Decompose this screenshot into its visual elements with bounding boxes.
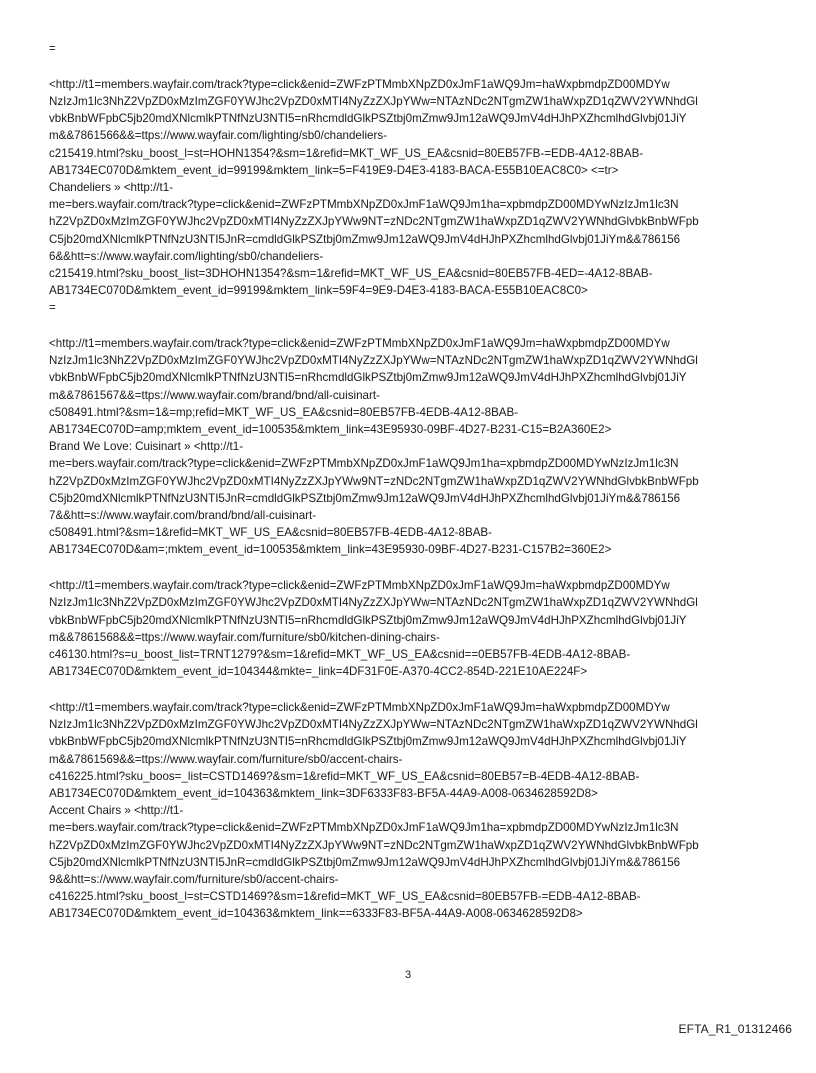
text-line: <http://t1=members.wayfair.com/track?type=click&enid=ZWFzPTMmbXNpZD0xJmF1aWQ9Jm=haWxpbmdpZD00MDYw [49,77,670,91]
text-line: vbkBnbWFpbC5jb20mdXNlcmlkPTNfNzU3NTI5=nRhcmdldGlkPSZtbj0mZmw9Jm12aWQ9JmV4dHJhPXZhcmlhdGlvbj01JiY [49,112,687,126]
text-line: me=bers.wayfair.com/track?type=click&enid=ZWFzPTMmbXNpZD0xJmF1aWQ9Jm1ha=xpbmdpZD00MDYwNzIzJm1lc3N [49,457,679,471]
text-line: NzIzJm1lc3NhZ2VpZD0xMzImZGF0YWJhc2VpZD0xMTI4NyZzZXJpYWw=NTAzNDc2NTgmZW1haWxpZD1qZWV2YWNhdGl [49,718,698,732]
text-line: AB1734EC070D&mktem_event_id=104363&mktem_link=3DF6333F83-BF5A-44A9-A008-0634628592D8> [49,786,598,800]
text-line: AB1734EC070D&mktem_event_id=99199&mktem_link=5=F419E9-D4E3-4183-BACA-E55B10EAC8C0> <=tr> [49,163,619,177]
text-line: m&&7861567&&=ttps://www.wayfair.com/brand/bnd/all-cuisinart- [49,388,380,402]
text-line: = [49,42,56,55]
text-line: c416225.html?sku_boost_l=st=CSTD1469?&sm=1&refid=MKT_WF_US_EA&csnid=80EB57FB-=EDB-4A12-8BAB- [49,890,641,904]
text-line: AB1734EC070D&mktem_event_id=99199&mktem_link=59F4=9E9-D4E3-4183-BACA-E55B10EAC8C0> [49,284,588,298]
text-block [49,40,774,57]
paragraph-gap [49,57,774,76]
text-line: me=bers.wayfair.com/track?type=click&enid=ZWFzPTMmbXNpZD0xJmF1aWQ9Jm1ha=xpbmdpZD00MDYwNzIzJm1lc3N [49,198,679,212]
text-block [49,577,774,680]
text-line: m&&7861569&&=ttps://www.wayfair.com/furniture/sb0/accent-chairs- [49,752,403,766]
text-line: vbkBnbWFpbC5jb20mdXNlcmlkPTNfNzU3NTI5=nRhcmdldGlkPSZtbj0mZmw9Jm12aWQ9JmV4dHJhPXZhcmlhdGlvbj01JiY [49,735,687,749]
text-line: AB1734EC070D&am=;mktem_event_id=100535&mktem_link=43E95930-09BF-4D27-B231-C157B2=360E2> [49,543,612,557]
text-line: <http://t1=members.wayfair.com/track?type=click&enid=ZWFzPTMmbXNpZD0xJmF1aWQ9Jm=haWxpbmdpZD00MDYw [49,337,670,351]
text-line: NzIzJm1lc3NhZ2VpZD0xMzImZGF0YWJhc2VpZD0xMTI4NyZzZXJpYWw=NTAzNDc2NTgmZW1haWxpZD1qZWV2YWNhdGl [49,354,698,368]
text-line: hZ2VpZD0xMzImZGF0YWJhc2VpZD0xMTI4NyZzZXJpYWw9NT=zNDc2NTgmZW1haWxpZD1qZWV2YWNhdGlvbkBnbWFpb [49,215,699,229]
document-id: EFTA_R1_01312466 [678,1022,792,1036]
text-line: vbkBnbWFpbC5jb20mdXNlcmlkPTNfNzU3NTI5=nRhcmdldGlkPSZtbj0mZmw9Jm12aWQ9JmV4dHJhPXZhcmlhdGlvbj01JiY [49,613,687,627]
text-line: me=bers.wayfair.com/track?type=click&enid=ZWFzPTMmbXNpZD0xJmF1aWQ9Jm1ha=xpbmdpZD00MDYwNzIzJm1lc3N [49,821,679,835]
text-line: Accent Chairs » <http://t1- [49,804,184,818]
text-line: Chandeliers » <http://t1- [49,180,174,194]
text-line: Brand We Love: Cuisinart » <http://t1- [49,440,244,454]
text-line: vbkBnbWFpbC5jb20mdXNlcmlkPTNfNzU3NTI5=nRhcmdldGlkPSZtbj0mZmw9Jm12aWQ9JmV4dHJhPXZhcmlhdGlvbj01JiY [49,371,687,385]
text-block [49,76,774,317]
text-line: c508491.html?&sm=1&refid=MKT_WF_US_EA&csnid=80EB57FB-4EDB-4A12-8BAB- [49,526,493,540]
text-line: m&&7861566&&=ttps://www.wayfair.com/lighting/sb0/chandeliers- [49,129,388,143]
page-number: 3 [404,969,412,981]
paragraph-gap [49,559,774,578]
paragraph-gap [49,680,774,699]
text-line: hZ2VpZD0xMzImZGF0YWJhc2VpZD0xMTI4NyZzZXJpYWw9NT=zNDc2NTgmZW1haWxpZD1qZWV2YWNhdGlvbkBnbWFpb [49,838,699,852]
text-line: c416225.html?sku_boos=_list=CSTD1469?&sm=1&refid=MKT_WF_US_EA&csnid=80EB57=B-4EDB-4A12-8BAB- [49,769,640,783]
text-line: AB1734EC070D&mktem_event_id=104344&mkte=_link=4DF31F0E-A370-4CC2-854D-221E10AE224F> [49,665,588,679]
text-line: c46130.html?s=u_boost_list=TRNT1279?&sm=1&refid=MKT_WF_US_EA&csnid==0EB57FB-4EDB-4A12-8BAB- [49,648,631,661]
text-line: c508491.html?&sm=1&=mp;refid=MKT_WF_US_EA&csnid=80EB57FB-4EDB-4A12-8BAB- [49,405,519,419]
text-line: hZ2VpZD0xMzImZGF0YWJhc2VpZD0xMTI4NyZzZXJpYWw9NT=zNDc2NTgmZW1haWxpZD1qZWV2YWNhdGlvbkBnbWFpb [49,474,699,488]
text-line: 7&&htt=s://www.wayfair.com/brand/bnd/all-cuisinart- [49,509,317,523]
paragraph-gap [49,317,774,336]
text-line: <http://t1=members.wayfair.com/track?type=click&enid=ZWFzPTMmbXNpZD0xJmF1aWQ9Jm=haWxpbmdpZD00MDYw [49,700,670,714]
text-line: C5jb20mdXNlcmlkPTNfNzU3NTI5JnR=cmdldGlkPSZtbj0mZmw9Jm12aWQ9JmV4dHJhPXZhcmlhdGlvbj01JiYm&&786156 [49,855,681,869]
text-line: NzIzJm1lc3NhZ2VpZD0xMzImZGF0YWJhc2VpZD0xMTI4NyZzZXJpYWw=NTAzNDc2NTgmZW1haWxpZD1qZWV2YWNhdGl [49,94,698,108]
text-line: AB1734EC070D=amp;mktem_event_id=100535&mktem_link=43E95930-09BF-4D27-B231-C15=B2A360E2> [49,423,612,437]
text-line: <http://t1=members.wayfair.com/track?type=click&enid=ZWFzPTMmbXNpZD0xJmF1aWQ9Jm=haWxpbmdpZD00MDYw [49,579,670,593]
text-line: C5jb20mdXNlcmlkPTNfNzU3NTI5JnR=cmdldGlkPSZtbj0mZmw9Jm12aWQ9JmV4dHJhPXZhcmlhdGlvbj01JiYm&&786156 [49,491,681,505]
document-body [49,40,774,923]
text-line: NzIzJm1lc3NhZ2VpZD0xMzImZGF0YWJhc2VpZD0xMTI4NyZzZXJpYWw=NTAzNDc2NTgmZW1haWxpZD1qZWV2YWNhdGl [49,596,698,610]
text-block [49,335,774,559]
text-line: AB1734EC070D&mktem_event_id=104363&mktem_link==6333F83-BF5A-44A9-A008-0634628592D8> [49,907,583,921]
text-line: 9&&htt=s://www.wayfair.com/furniture/sb0/accent-chairs- [49,872,339,886]
text-line: 6&&htt=s://www.wayfair.com/lighting/sb0/chandeliers- [49,249,324,263]
text-line: c215419.html?sku_boost_l=st=HOHN1354?&sm=1&refid=MKT_WF_US_EA&csnid=80EB57FB-=EDB-4A12-8BAB- [49,146,644,160]
text-line: = [49,301,56,315]
text-line: C5jb20mdXNlcmlkPTNfNzU3NTI5JnR=cmdldGlkPSZtbj0mZmw9Jm12aWQ9JmV4dHJhPXZhcmlhdGlvbj01JiYm&&786156 [49,232,681,246]
text-line: m&&7861568&&=ttps://www.wayfair.com/furniture/sb0/kitchen-dining-chairs- [49,630,440,644]
text-block [49,699,774,923]
text-line: c215419.html?sku_boost_list=3DHOHN1354?&sm=1&refid=MKT_WF_US_EA&csnid=80EB57FB-4ED=-4A12-8BAB- [49,266,653,280]
